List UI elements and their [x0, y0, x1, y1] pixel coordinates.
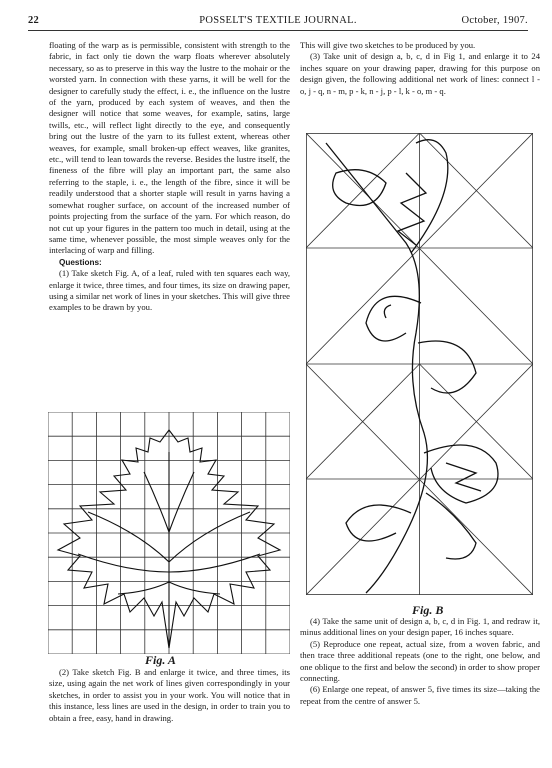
question-2: (2) Take sketch Fig. B and enlarge it twice, and three times, its size, using again the net work of lines given correspondingly in your sketches, in order to assist you in your work. You will notice that in this instance, less lines are used in the design, in order to train you to obtain a free, easy, hand in drawing. [49, 667, 290, 723]
journal-title: POSSELT'S TEXTILE JOURNAL. [199, 15, 357, 26]
question-3: (3) Take unit of design a, b, c, d in Fig 1, and enlarge it to 24 inches square on your drawing paper, drawing for this purpose on design given, the following additional net work of lines: connect l - o, j - q, n - m, p - k, n - j, p - l, k - o, m - q. [300, 51, 540, 96]
leaf-grid-illustration [48, 412, 290, 654]
page-header [28, 12, 528, 30]
question-6: (6) Enlarge one repeat, of answer 5, five times its size—taking the repeat from the centre of answer 5. [300, 684, 540, 706]
question-1: (1) Take sketch Fig. A, of a leaf, ruled with ten squares each way, enlarge it twice, three times, and four times, its size on drawing paper, using a similar net work of lines in your sketches. This will give three examples to be drawn by you. [49, 268, 291, 313]
figure-a-caption: Fig. A [145, 653, 176, 667]
figure-b-floral-grid [306, 133, 533, 595]
right-column [300, 40, 540, 97]
left-column-bottom [49, 667, 290, 724]
issue-date: October, 1907. [461, 15, 528, 26]
right-column-bottom [300, 616, 540, 707]
question-4: (4) Take the same unit of design a, b, c, d in Fig. 1, and redraw it, minus additional lines on your design paper, 16 inches square. [300, 616, 540, 638]
questions-heading: Questions: [59, 257, 102, 267]
header-rule [28, 30, 528, 31]
figure-a-leaf-grid [48, 412, 290, 664]
page-number: 22 [28, 15, 40, 26]
figure-b-caption: Fig. B [412, 603, 444, 617]
left-column [49, 40, 290, 314]
floral-grid-illustration [306, 133, 533, 595]
question-5: (5) Reproduce one repeat, actual size, from a woven fabric, and then trace three additional repeats (one to the right, one below, and one oblique to the first and below the second) in order to show proper connecting. [300, 638, 540, 684]
body-paragraph: floating of the warp as is permissible, consistent with strength to the fabric, in fact only tie down the warp floats wherever absolutely necessary, so as to preserve in this way the lustre to the mohair or the worsted yarn. In connection with these yarns, it will be well for the designer to carefully study the effect, i. e., the influence on the lustre of the yarn, produced by each system of weaves, and then the designer will notice that some weaves, for example, satins, large twills, etc., will reflect light directly to the eye, and consequently bring out the lustre of the yarn to its fullest extent, whereas other weaves, for example, small broken-up effect weaves, like granites, etc., will tend to lean towards the reverse. Besides the lustre itself, the fineness of the fibre will play an important part, the same also referring to the staple, i. e., the length of the fibre, since it will be readily understood that a shorter staple will result in yarns having a somewhat rougher surface, on account of the increased number of points projecting from the surface of the yarn. For which reason, do not cut up your figures in the pattern too much in detail, using at the same time, whenever possible, the most simple weaves only for the interlacing of warp and filling. [49, 40, 290, 256]
body-paragraph: This will give two sketches to be produced by you. [300, 40, 476, 50]
